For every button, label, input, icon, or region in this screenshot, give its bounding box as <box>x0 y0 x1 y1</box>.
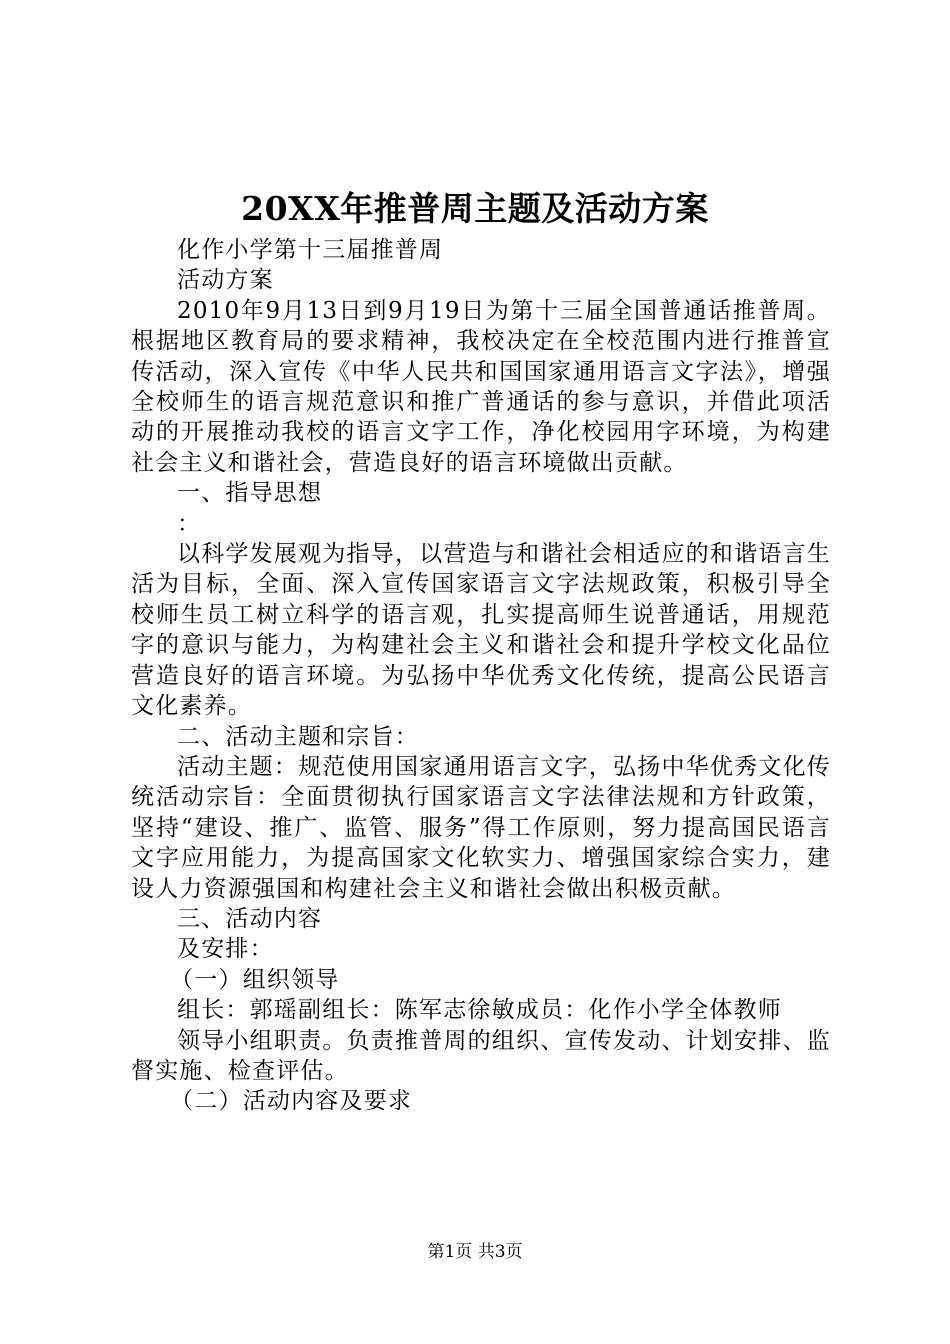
paragraph-intro: 2010年9月13日到9月19日为第十三届全国普通话推普周。根据地区教育局的要求精神，我校决定在全校范围内进行推普宣传活动，深入宣传《中华人民共和国国家通用语言文字法》，增强全校师生的语言规范意识和推广普通话的参与意识，并借此项活动的开展推动我校的语言文字工作，净化校园用字环境，为构建社会主义和谐社会，营造良好的语言环境做出贡献。 <box>131 297 831 476</box>
paragraph-arrangement: 及安排： <box>177 936 274 963</box>
heading-theme-purpose: 二、活动主题和宗旨： <box>177 723 419 750</box>
heading-content-requirements: （二）活动内容及要求 <box>170 1088 413 1115</box>
paragraph-colon: ： <box>177 510 202 537</box>
paragraph-school-name: 化作小学第十三届推普周 <box>177 237 444 263</box>
heading-organization: （一）组织领导 <box>170 966 340 993</box>
document-title: 20XX年推普周主题及活动方案 <box>241 189 709 228</box>
paragraph-plan-label: 活动方案 <box>177 267 274 294</box>
heading-activity-content: 三、活动内容 <box>177 905 323 932</box>
document-body <box>131 235 831 1117</box>
paragraph-leader-duties: 领导小组职责。负责推普周的组织、宣传发动、计划安排、监督实施、检查评估。 <box>131 1027 831 1084</box>
paragraph-leaders: 组长：郭瑶副组长：陈军志徐敏成员：化作小学全体教师 <box>177 997 782 1024</box>
page-footer: 第1页 共3页 <box>427 1242 523 1262</box>
heading-guiding-thought: 一、指导思想 <box>177 480 323 507</box>
paragraph-guiding-thought: 以科学发展观为指导，以营造与和谐社会相适应的和谐语言生活为目标，全面、深入宣传国家语言文字法规政策，积极引导全校师生员工树立科学的语言观，扎实提高师生说普通话，用规范字的意识与能力，为构建社会主义和谐社会和提升学校文化品位营造良好的语言环境。为弘扬中华优秀文化传统，提高公民语言文化素养。 <box>131 541 831 720</box>
paragraph-theme-purpose: 活动主题：规范使用国家通用语言文字，弘扬中华优秀文化传统活动宗旨：全面贯彻执行国家语言文字法律法规和方针政策，坚持“建设、推广、监管、服务”得工作原则，努力提高国民语言文字应用能力，为提高国家文化软实力、增强国家综合实力，建设人力资源强国和构建社会主义和谐社会做出积极贡献。 <box>131 753 831 902</box>
